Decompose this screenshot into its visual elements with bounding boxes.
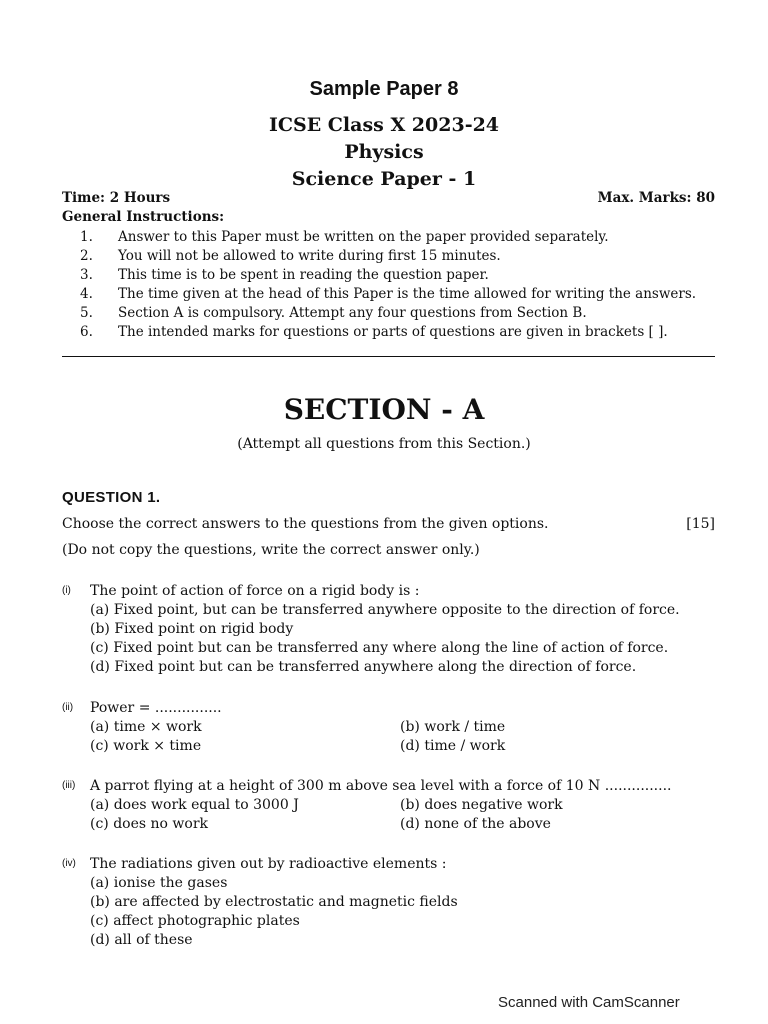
instruction-item bbox=[62, 324, 722, 343]
question-instruction: Choose the correct answers to the questions from the given options. bbox=[62, 516, 549, 532]
roman-numeral: (iv) bbox=[62, 858, 76, 869]
exam-title: ICSE Class X 2023-24 bbox=[268, 114, 500, 136]
meta-row bbox=[62, 190, 715, 208]
subject-title: Physics bbox=[344, 141, 424, 163]
paper-title: Science Paper - 1 bbox=[291, 168, 477, 190]
sub-question bbox=[62, 583, 722, 603]
answer-option: (c) Fixed point but can be transferred any where along the line of action of force. bbox=[90, 640, 669, 656]
answer-option: (b) Fixed point on rigid body bbox=[90, 621, 294, 637]
camscanner-watermark: Scanned with CamScanner bbox=[498, 994, 680, 1011]
instruction-text: This time is to be spent in reading the question paper. bbox=[118, 267, 489, 283]
roman-numeral: (i) bbox=[62, 585, 71, 596]
section-title: SECTION - A bbox=[283, 393, 485, 426]
answer-option: (a) does work equal to 3000 J bbox=[90, 797, 299, 813]
answer-option: (b) work / time bbox=[400, 719, 506, 735]
max-marks-label: Max. Marks: 80 bbox=[597, 190, 715, 206]
instruction-number: 3. bbox=[80, 267, 93, 283]
instruction-item bbox=[62, 305, 722, 324]
instruction-text: The time given at the head of this Paper is the time allowed for writing the answers. bbox=[118, 286, 697, 302]
question-heading: QUESTION 1. bbox=[62, 489, 161, 506]
answer-option: (a) time × work bbox=[90, 719, 202, 735]
answer-option: (a) ionise the gases bbox=[90, 875, 228, 891]
instruction-text: The intended marks for questions or parts of questions are given in brackets [ ]. bbox=[118, 324, 668, 340]
answer-option: (c) affect photographic plates bbox=[90, 913, 300, 929]
roman-numeral: (ii) bbox=[62, 702, 74, 713]
answer-option: (c) work × time bbox=[90, 738, 202, 754]
instruction-number: 5. bbox=[80, 305, 93, 321]
instruction-item bbox=[62, 286, 722, 305]
sub-question bbox=[62, 700, 722, 720]
sub-question bbox=[62, 778, 722, 798]
answer-option: (d) Fixed point but can be transferred anywhere along the direction of force. bbox=[90, 659, 637, 675]
sub-question-text: Power = ............... bbox=[90, 700, 222, 716]
sample-paper-title: Sample Paper 8 bbox=[309, 78, 459, 100]
instruction-item bbox=[62, 267, 722, 286]
instruction-text: You will not be allowed to write during first 15 minutes. bbox=[118, 248, 501, 264]
instruction-number: 4. bbox=[80, 286, 93, 302]
general-instructions-label: General Instructions: bbox=[62, 209, 225, 225]
section-subtitle: (Attempt all questions from this Section.) bbox=[237, 436, 531, 452]
answer-option: (d) time / work bbox=[400, 738, 506, 754]
question-marks: [15] bbox=[686, 516, 715, 532]
roman-numeral: (iii) bbox=[62, 780, 76, 791]
answer-option: (d) none of the above bbox=[400, 816, 551, 832]
answer-option: (c) does no work bbox=[90, 816, 209, 832]
divider-line bbox=[62, 356, 715, 357]
instruction-number: 2. bbox=[80, 248, 93, 264]
instruction-item bbox=[62, 248, 722, 267]
instruction-text: Answer to this Paper must be written on the paper provided separately. bbox=[118, 229, 609, 245]
instruction-number: 6. bbox=[80, 324, 93, 340]
sub-question bbox=[62, 856, 722, 876]
instruction-number: 1. bbox=[80, 229, 93, 245]
time-label: Time: 2 Hours bbox=[62, 190, 171, 206]
answer-option: (d) all of these bbox=[90, 932, 193, 948]
answer-option: (a) Fixed point, but can be transferred anywhere opposite to the direction of force. bbox=[90, 602, 680, 618]
answer-option: (b) are affected by electrostatic and magnetic fields bbox=[90, 894, 458, 910]
instruction-item bbox=[62, 229, 722, 248]
answer-option: (b) does negative work bbox=[400, 797, 563, 813]
sub-question-text: The point of action of force on a rigid body is : bbox=[90, 583, 420, 599]
sub-question-text: The radiations given out by radioactive elements : bbox=[90, 856, 447, 872]
sub-question-text: A parrot flying at a height of 300 m above sea level with a force of 10 N ............... bbox=[90, 778, 672, 794]
instruction-text: Section A is compulsory. Attempt any four questions from Section B. bbox=[118, 305, 587, 321]
question-note: (Do not copy the questions, write the correct answer only.) bbox=[62, 542, 480, 558]
